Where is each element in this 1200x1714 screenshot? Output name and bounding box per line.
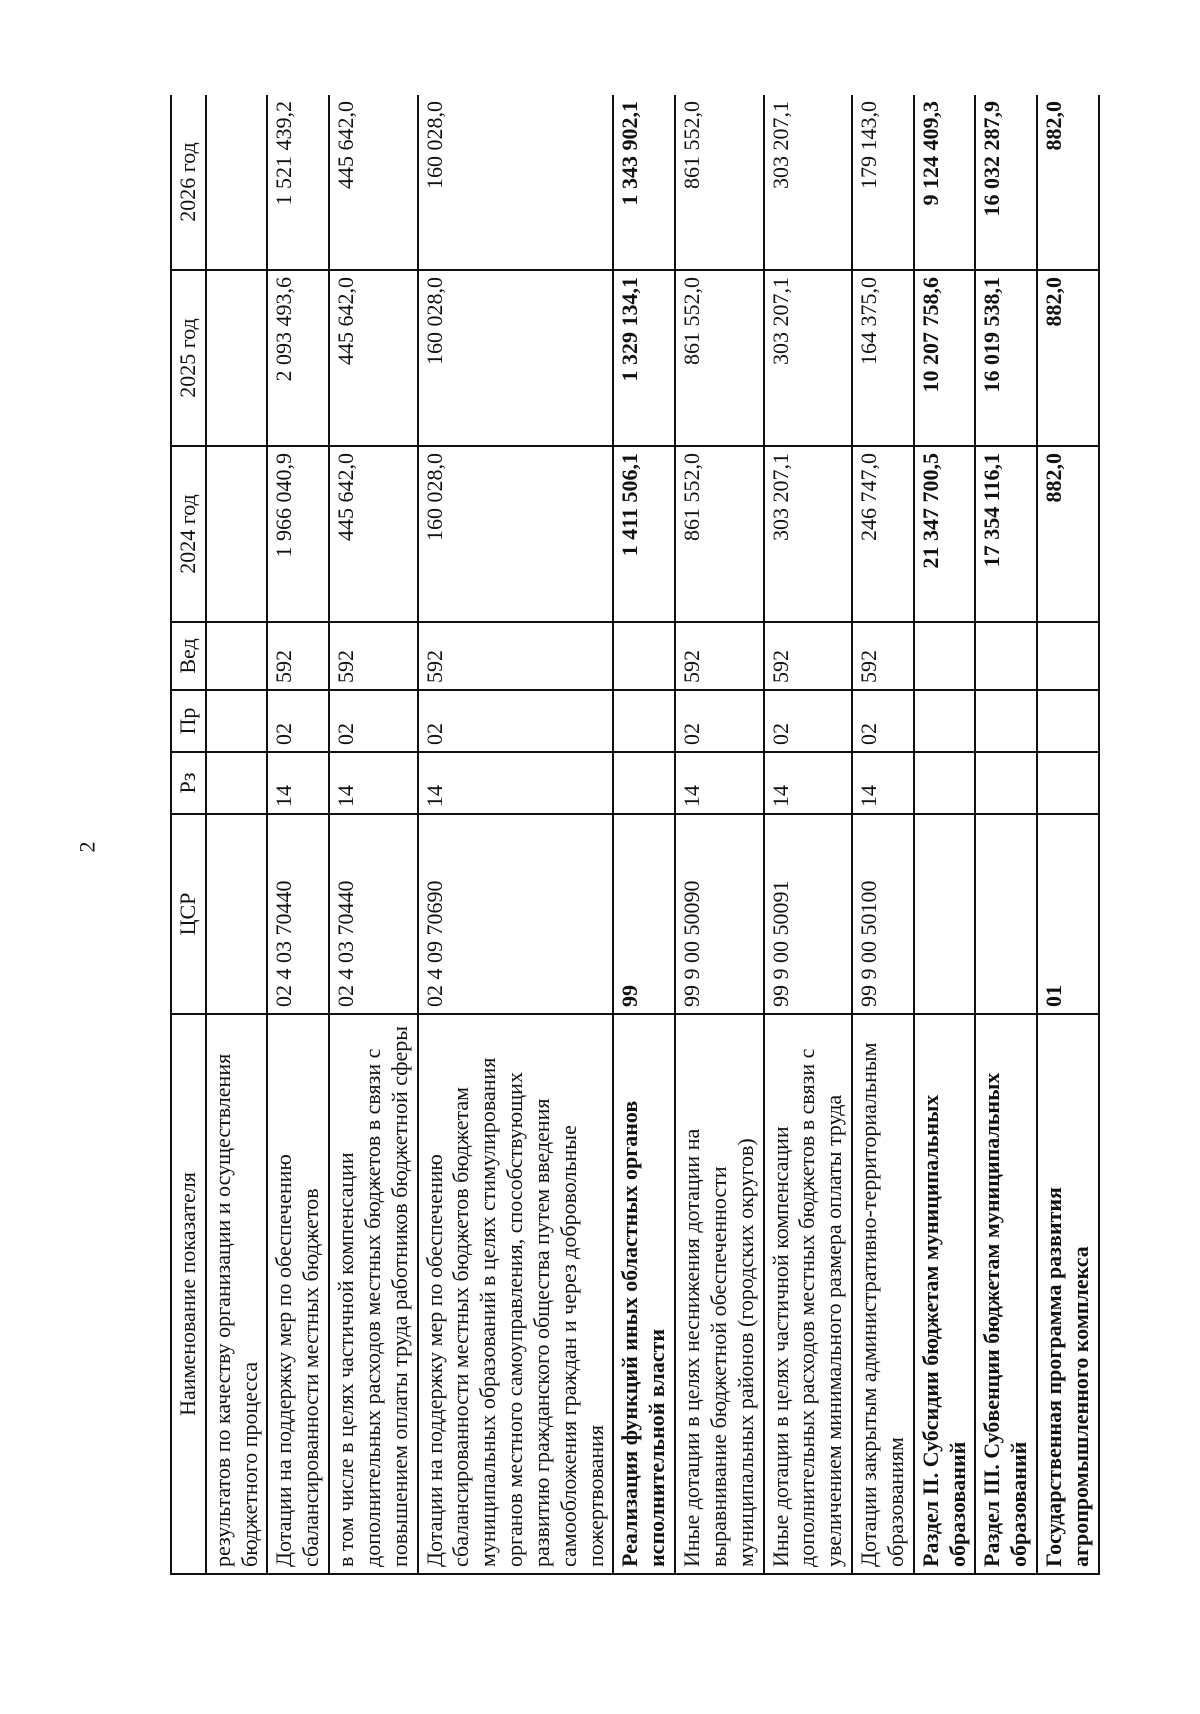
cell-ved: 592 xyxy=(267,622,329,690)
cell-rz: 14 xyxy=(267,752,329,814)
cell-csr: 02 4 03 70440 xyxy=(329,814,417,1014)
cell-2024: 21 347 700,5 xyxy=(914,446,976,622)
cell-csr: 99 9 00 50090 xyxy=(675,814,763,1014)
cell-pr xyxy=(914,690,976,752)
cell-ved: 592 xyxy=(329,622,417,690)
cell-name: Раздел III. Субвенции бюджетам муниципальных образований xyxy=(975,1014,1037,1574)
header-pr: Пр xyxy=(171,690,206,752)
header-csr: ЦСР xyxy=(171,814,206,1014)
cell-2026: 160 028,0 xyxy=(418,95,614,270)
table-row xyxy=(418,95,614,1574)
cell-ved: 592 xyxy=(852,622,914,690)
cell-rz xyxy=(613,752,675,814)
cell-2026: 179 143,0 xyxy=(852,95,914,270)
cell-2025: 2 093 493,6 xyxy=(267,270,329,446)
cell-2024: 303 207,1 xyxy=(764,446,852,622)
cell-rz xyxy=(206,752,268,814)
cell-pr: 02 xyxy=(329,690,417,752)
cell-ved: 592 xyxy=(675,622,763,690)
cell-ved xyxy=(1037,622,1099,690)
cell-2025: 445 642,0 xyxy=(329,270,417,446)
cell-ved: 592 xyxy=(418,622,614,690)
cell-name: результатов по качеству организации и осуществления бюджетного процесса xyxy=(206,1014,268,1574)
cell-rz: 14 xyxy=(764,752,852,814)
cell-rz: 14 xyxy=(675,752,763,814)
cell-2026: 445 642,0 xyxy=(329,95,417,270)
header-ved: Вед xyxy=(171,622,206,690)
cell-name: Реализация функций иных областных органов исполнительной власти xyxy=(613,1014,675,1574)
cell-2025: 861 552,0 xyxy=(675,270,763,446)
cell-pr xyxy=(1037,690,1099,752)
cell-ved xyxy=(206,622,268,690)
cell-ved xyxy=(613,622,675,690)
table-row xyxy=(675,95,763,1574)
cell-2025: 164 375,0 xyxy=(852,270,914,446)
cell-name: Государственная программа развития агропромышленного комплекса xyxy=(1037,1014,1099,1574)
cell-2026: 882,0 xyxy=(1037,95,1099,270)
cell-csr xyxy=(975,814,1037,1014)
cell-ved xyxy=(914,622,976,690)
cell-pr: 02 xyxy=(418,690,614,752)
table-row xyxy=(914,95,976,1574)
cell-csr xyxy=(206,814,268,1014)
table-row xyxy=(613,95,675,1574)
cell-rz: 14 xyxy=(852,752,914,814)
cell-csr: 99 9 00 50091 xyxy=(764,814,852,1014)
cell-2025: 303 207,1 xyxy=(764,270,852,446)
cell-2026: 16 032 287,9 xyxy=(975,95,1037,270)
cell-name: Дотации на поддержку мер по обеспечению сбалансированности местных бюджетов бюджетам муниципальных образований в целях стимулирования органов местного самоуправления, способствующих развитию гражданского общества путем введения самообложения граждан и через добровольные пожертвования xyxy=(418,1014,614,1574)
cell-pr: 02 xyxy=(267,690,329,752)
cell-2024: 861 552,0 xyxy=(675,446,763,622)
cell-name: в том числе в целях частичной компенсации дополнительных расходов местных бюджетов в связи с повышением оплаты труда работников бюджетной сферы xyxy=(329,1014,417,1574)
table-row xyxy=(206,95,268,1574)
cell-pr: 02 xyxy=(852,690,914,752)
header-name: Наименование показателя xyxy=(171,1014,206,1574)
cell-csr: 02 4 09 70690 xyxy=(418,814,614,1014)
cell-csr: 99 xyxy=(613,814,675,1014)
cell-rz xyxy=(975,752,1037,814)
cell-2025: 10 207 758,6 xyxy=(914,270,976,446)
cell-2026: 1 343 902,1 xyxy=(613,95,675,270)
cell-2026: 1 521 439,2 xyxy=(267,95,329,270)
table-viewport xyxy=(170,95,1110,1575)
cell-name: Дотации закрытым административно-территориальным образованиям xyxy=(852,1014,914,1574)
cell-2024: 1 966 040,9 xyxy=(267,446,329,622)
cell-2024: 246 747,0 xyxy=(852,446,914,622)
budget-table xyxy=(170,95,1100,1575)
cell-2025: 1 329 134,1 xyxy=(613,270,675,446)
cell-rz: 14 xyxy=(329,752,417,814)
header-2024: 2024 год xyxy=(171,446,206,622)
cell-csr: 02 4 03 70440 xyxy=(267,814,329,1014)
table-container xyxy=(170,95,1110,1575)
cell-2025 xyxy=(206,270,268,446)
table-row xyxy=(764,95,852,1574)
cell-2025: 16 019 538,1 xyxy=(975,270,1037,446)
cell-ved xyxy=(975,622,1037,690)
table-header-row xyxy=(171,95,206,1574)
table-row xyxy=(975,95,1037,1574)
page-number: 2 xyxy=(74,841,100,853)
cell-pr: 02 xyxy=(675,690,763,752)
cell-name: Иные дотации в целях частичной компенсации дополнительных расходов местных бюджетов в связи с увеличением минимального размера оплаты труда xyxy=(764,1014,852,1574)
table-row xyxy=(267,95,329,1574)
cell-2024: 445 642,0 xyxy=(329,446,417,622)
cell-ved: 592 xyxy=(764,622,852,690)
cell-2024: 1 411 506,1 xyxy=(613,446,675,622)
header-rz: Рз xyxy=(171,752,206,814)
cell-pr xyxy=(206,690,268,752)
cell-2026: 861 552,0 xyxy=(675,95,763,270)
cell-rz xyxy=(914,752,976,814)
cell-2024: 160 028,0 xyxy=(418,446,614,622)
cell-2024: 882,0 xyxy=(1037,446,1099,622)
cell-2025: 882,0 xyxy=(1037,270,1099,446)
cell-csr: 01 xyxy=(1037,814,1099,1014)
cell-pr: 02 xyxy=(764,690,852,752)
header-2026: 2026 год xyxy=(171,95,206,270)
cell-2026: 303 207,1 xyxy=(764,95,852,270)
cell-name: Раздел II. Субсидии бюджетам муниципальных образований xyxy=(914,1014,976,1574)
cell-csr xyxy=(914,814,976,1014)
table-row xyxy=(1037,95,1099,1574)
cell-2025: 160 028,0 xyxy=(418,270,614,446)
cell-name: Иные дотации в целях неснижения дотации на выравнивание бюджетной обеспеченности муниципальных районов (городских округов) xyxy=(675,1014,763,1574)
cell-rz xyxy=(1037,752,1099,814)
cell-csr: 99 9 00 50100 xyxy=(852,814,914,1014)
cell-rz: 14 xyxy=(418,752,614,814)
cell-2026: 9 124 409,3 xyxy=(914,95,976,270)
cell-2026 xyxy=(206,95,268,270)
table-row xyxy=(329,95,417,1574)
table-row xyxy=(852,95,914,1574)
cell-2024 xyxy=(206,446,268,622)
cell-pr xyxy=(613,690,675,752)
cell-2024: 17 354 116,1 xyxy=(975,446,1037,622)
header-2025: 2025 год xyxy=(171,270,206,446)
cell-pr xyxy=(975,690,1037,752)
cell-name: Дотации на поддержку мер по обеспечению сбалансированности местных бюджетов xyxy=(267,1014,329,1574)
